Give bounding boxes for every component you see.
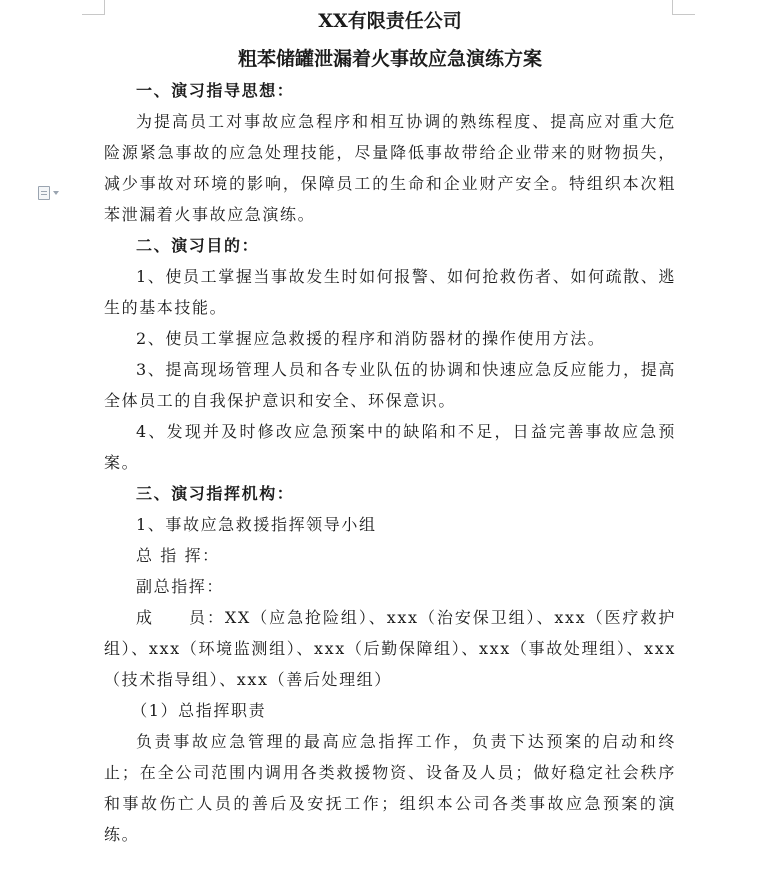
purpose-item-4: 4、发现并及时修改应急预案中的缺陷和不足，日益完善事故应急预案。 — [104, 422, 676, 472]
document-title: XX有限责任公司 — [318, 10, 462, 32]
section-heading-purpose: 二、演习目的： — [136, 236, 260, 255]
paragraph-options-icon[interactable] — [38, 186, 66, 200]
document-page — [104, 8, 676, 850]
command-item-1: 1、事故应急救援指挥领导小组 — [136, 515, 377, 534]
document-icon — [38, 186, 50, 200]
subsection-heading-chief-duties: （1）总指挥职责 — [131, 701, 267, 720]
role-chief: 总 指 挥： — [136, 546, 220, 565]
section-heading-command: 三、演习指挥机构： — [136, 484, 295, 503]
document-subtitle: 粗苯储罐泄漏着火事故应急演练方案 — [237, 48, 542, 70]
purpose-item-1: 1、使员工掌握当事故发生时如何报警、如何抢救伤者、如何疏散、逃生的基本技能。 — [104, 267, 676, 317]
chevron-down-icon — [53, 191, 59, 195]
purpose-item-3: 3、提高现场管理人员和各专业队伍的协调和快速应急反应能力，提高全体员工的自我保护意识和安全、环保意识。 — [104, 360, 676, 410]
section-heading-guiding-idea: 一、演习指导思想： — [136, 81, 295, 100]
paragraph-chief-duties: 负责事故应急管理的最高应急指挥工作，负责下达预案的启动和终止；在全公司范围内调用各类救援物资、设备及人员；做好稳定社会秩序和事故伤亡人员的善后及安抚工作；组织本公司各类事故应急预案的演练。 — [104, 732, 676, 844]
role-members: 成 员：XX（应急抢险组）、xxx（治安保卫组）、xxx（医疗救护组）、xxx（环境监测组）、xxx（后勤保障组）、xxx（事故处理组）、xxx（技术指导组）、xxx（善后处理组） — [104, 608, 676, 689]
paragraph-guiding-idea: 为提高员工对事故应急程序和相互协调的熟练程度、提高应对重大危险源紧急事故的应急处理技能，尽量降低事故带给企业带来的财物损失，减少事故对环境的影响，保障员工的生命和企业财产安全。特组织本次粗苯泄漏着火事故应急演练。 — [104, 112, 676, 224]
role-deputy: 副总指挥： — [136, 577, 225, 596]
page-corner-mark-left — [82, 0, 105, 15]
purpose-item-2: 2、使员工掌握应急救援的程序和消防器材的操作使用方法。 — [136, 329, 606, 348]
